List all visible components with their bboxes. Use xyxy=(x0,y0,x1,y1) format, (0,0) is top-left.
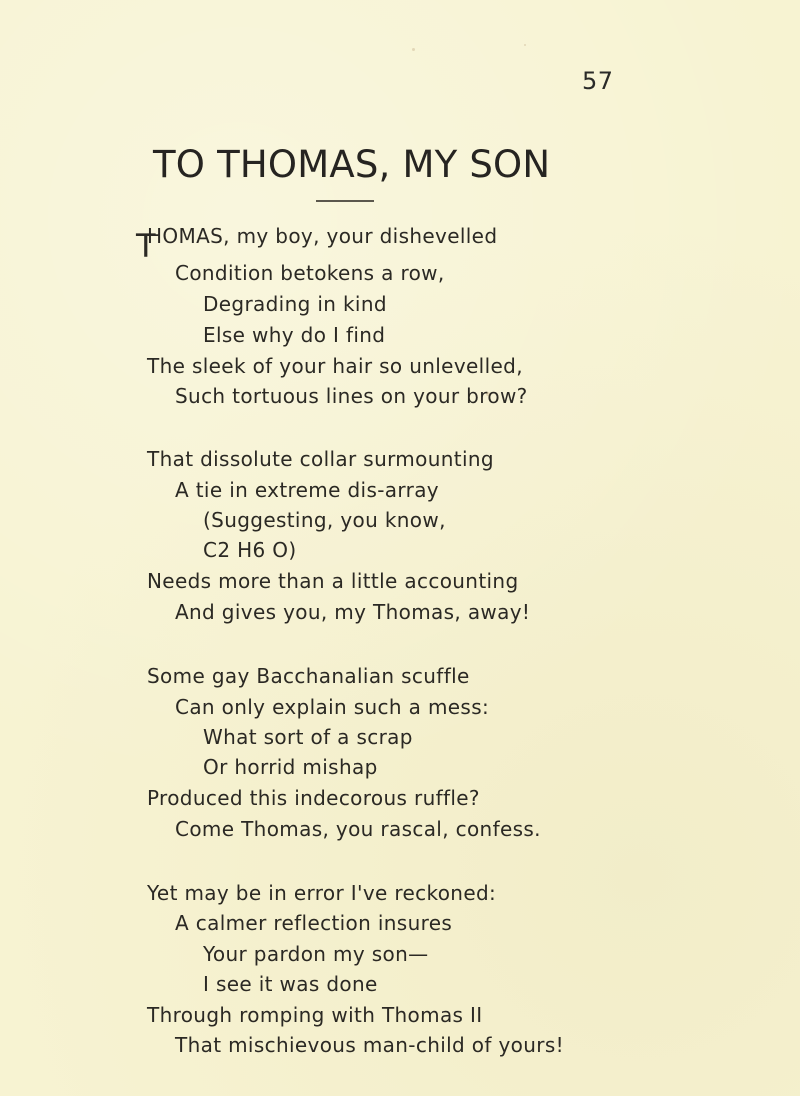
first-line-text: HOMAS, my boy, your dishevelled xyxy=(147,224,498,248)
poem-line: And gives you, my Thomas, away! xyxy=(175,600,531,624)
title-divider xyxy=(316,200,374,202)
poem-line: C2 H6 O) xyxy=(203,538,297,562)
paper-speck xyxy=(524,44,526,46)
poem-line: The sleek of your hair so unlevelled, xyxy=(147,354,523,378)
poem-line: Condition betokens a row, xyxy=(175,261,445,285)
poem-line: Else why do I find xyxy=(203,323,386,347)
poem-line: Your pardon my son— xyxy=(203,942,429,966)
poem-line: Produced this indecorous ruffle? xyxy=(147,786,480,810)
poem-line: Such tortuous lines on your brow? xyxy=(175,384,528,408)
poem-line: I see it was done xyxy=(203,972,378,996)
poem-line: What sort of a scrap xyxy=(203,725,413,749)
page-number: 57 xyxy=(582,67,614,95)
poem-line: A tie in extreme dis-array xyxy=(175,478,439,502)
poem-line: Through romping with Thomas II xyxy=(147,1003,483,1027)
poem-line: Or horrid mishap xyxy=(203,755,378,779)
poem-line: Can only explain such a mess: xyxy=(175,695,490,719)
poem-title: TO THOMAS, MY SON xyxy=(153,143,551,186)
poem-line: A calmer reflection insures xyxy=(175,911,453,935)
poem-line: Needs more than a little accounting xyxy=(147,569,519,593)
poem-line: Yet may be in error I've reckoned: xyxy=(147,881,497,905)
poem-line: Come Thomas, you rascal, confess. xyxy=(175,817,541,841)
poem-line: Some gay Bacchanalian scuffle xyxy=(147,664,470,688)
poem-line: (Suggesting, you know, xyxy=(203,508,446,532)
poem-line: That dissolute collar surmounting xyxy=(147,447,494,471)
poem-line: That mischievous man-child of yours! xyxy=(175,1033,564,1057)
paper-speck xyxy=(412,48,415,51)
drop-cap: T xyxy=(136,227,156,265)
poem-line: Degrading in kind xyxy=(203,292,387,316)
paper-speck xyxy=(486,392,490,396)
